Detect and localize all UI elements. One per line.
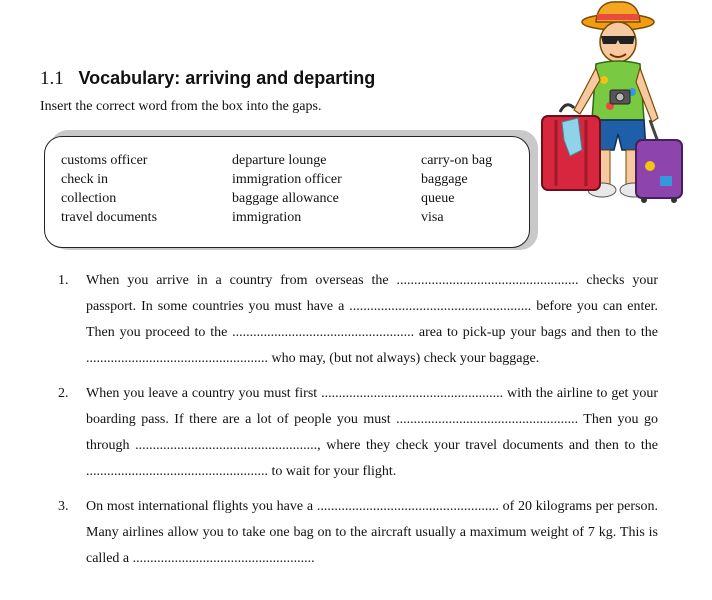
word-item: travel documents [61, 210, 158, 225]
word-box [44, 136, 530, 248]
suitcase-wheel-shape [641, 197, 647, 203]
word-item: immigration officer [232, 172, 342, 187]
camera-lens-shape [616, 93, 624, 101]
section-number: 1.1 [40, 68, 64, 89]
word-item: carry-on bag [421, 153, 493, 168]
instruction-text: Insert the correct word from the box into the gaps. [40, 99, 322, 114]
hat-band-shape [597, 14, 639, 20]
tourist-with-suitcases-illustration [540, 0, 712, 210]
exercise-item [58, 381, 658, 485]
purple-suitcase-handle-shape [650, 120, 658, 142]
word-item: customs officer [61, 153, 148, 168]
suitcase-wheel-shape [671, 197, 677, 203]
word-item: baggage allowance [232, 191, 339, 206]
section-title [40, 66, 375, 91]
exercise-text: On most international flights you have a .................................................... of 20 kilograms per person. Many airlines allow you to take one bag on to the aircraft usually a maximum weight of 7 kg. This is called a .................................................... [86, 499, 658, 566]
exercise-number: 2. [58, 386, 69, 401]
word-item: queue [421, 191, 455, 206]
word-item: departure lounge [232, 153, 327, 168]
suitcase-sticker-shape [645, 161, 655, 171]
tourist-illustration-svg [540, 0, 712, 210]
word-item: baggage [421, 172, 468, 187]
exercise-number: 1. [58, 273, 69, 288]
exercise-text: When you leave a country you must first .................................................... with the airline to get your boarding pass. If there are a lot of people you must .................................................... Then you go through ...................................................., where they check your travel documents and then to the .................................................... to wait for your flight. [86, 386, 658, 479]
exercise-item [58, 494, 658, 572]
word-item: visa [421, 210, 444, 225]
purple-suitcase-shape [636, 140, 682, 198]
shirt-pattern-dot [600, 76, 608, 84]
word-grid [61, 151, 541, 227]
exercise-number: 3. [58, 499, 69, 514]
word-item: immigration [232, 210, 302, 225]
section-heading: Vocabulary: arriving and departing [78, 68, 376, 88]
word-item: collection [61, 191, 117, 206]
red-suitcase-handle-shape [560, 105, 574, 112]
suitcase-sticker-shape [660, 176, 672, 186]
exercise-item [58, 268, 658, 372]
word-item: check in [61, 172, 109, 187]
exercise-list [58, 268, 658, 581]
exercise-text: When you arrive in a country from overseas the .................................................... checks your passport. In some countries you must have a .................................................... before you can enter. Then you proceed to the .................................................... area to pick-up your bags and then to the .................................................... who may, (but not always) check your baggage. [86, 273, 658, 366]
